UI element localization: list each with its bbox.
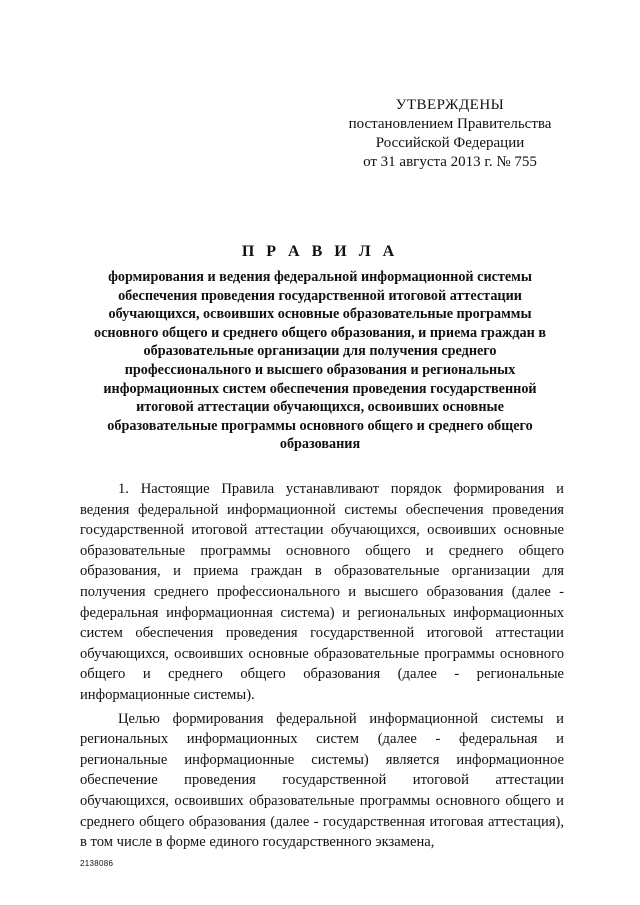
document-body bbox=[80, 479, 564, 853]
paragraph-1: 1. Настоящие Правила устанавливают порядок формирования и ведения федеральной информационной системы обеспечения проведения государственной итоговой аттестации обучающихся, освоивших основные образовательные программы основного общего и среднего общего образования, и приема граждан в образовательные организации для получения среднего профессионального и высшего образования (далее - федеральная информационная система) и региональных информационных систем обеспечения проведения государственной итоговой аттестации обучающихся, освоивших основные образовательные программы основного общего и среднего общего образования (далее - региональные информационные системы). bbox=[80, 481, 564, 703]
document-subtitle: формирования и ведения федеральной информационной системы обеспечения проведения государственной итоговой аттестации обучающихся, освоивших основные образовательные программы основного общего и среднего общего образования, и приема граждан в образовательные организации для получения среднего профессионального и высшего образования и региональных информационных систем обеспечения проведения государственной итоговой аттестации обучающихся, освоивших основные образовательные программы основного общего и среднего общего образования bbox=[94, 269, 546, 453]
approval-line-1: постановлением Правительства bbox=[348, 116, 552, 132]
approval-line-3: от 31 августа 2013 г. № 755 bbox=[363, 154, 537, 170]
document-title: П Р А В И Л А bbox=[241, 243, 399, 260]
paragraph-2: Целью формирования федеральной информационной системы и региональных информационных систем (далее - федеральная и региональные информационные системы) является информационное обеспечение проведения государственной итоговой аттестации обучающихся, освоивших образовательные программы основного общего и среднего общего образования (далее - государственная итоговая аттестация), в том числе в форме единого государственного экзамена, bbox=[80, 710, 564, 851]
approval-stamp bbox=[340, 96, 560, 172]
approval-heading: УТВЕРЖДЕНЫ bbox=[395, 97, 505, 113]
approval-line-2: Российской Федерации bbox=[375, 135, 525, 151]
document-code: 2138086 bbox=[80, 859, 114, 868]
